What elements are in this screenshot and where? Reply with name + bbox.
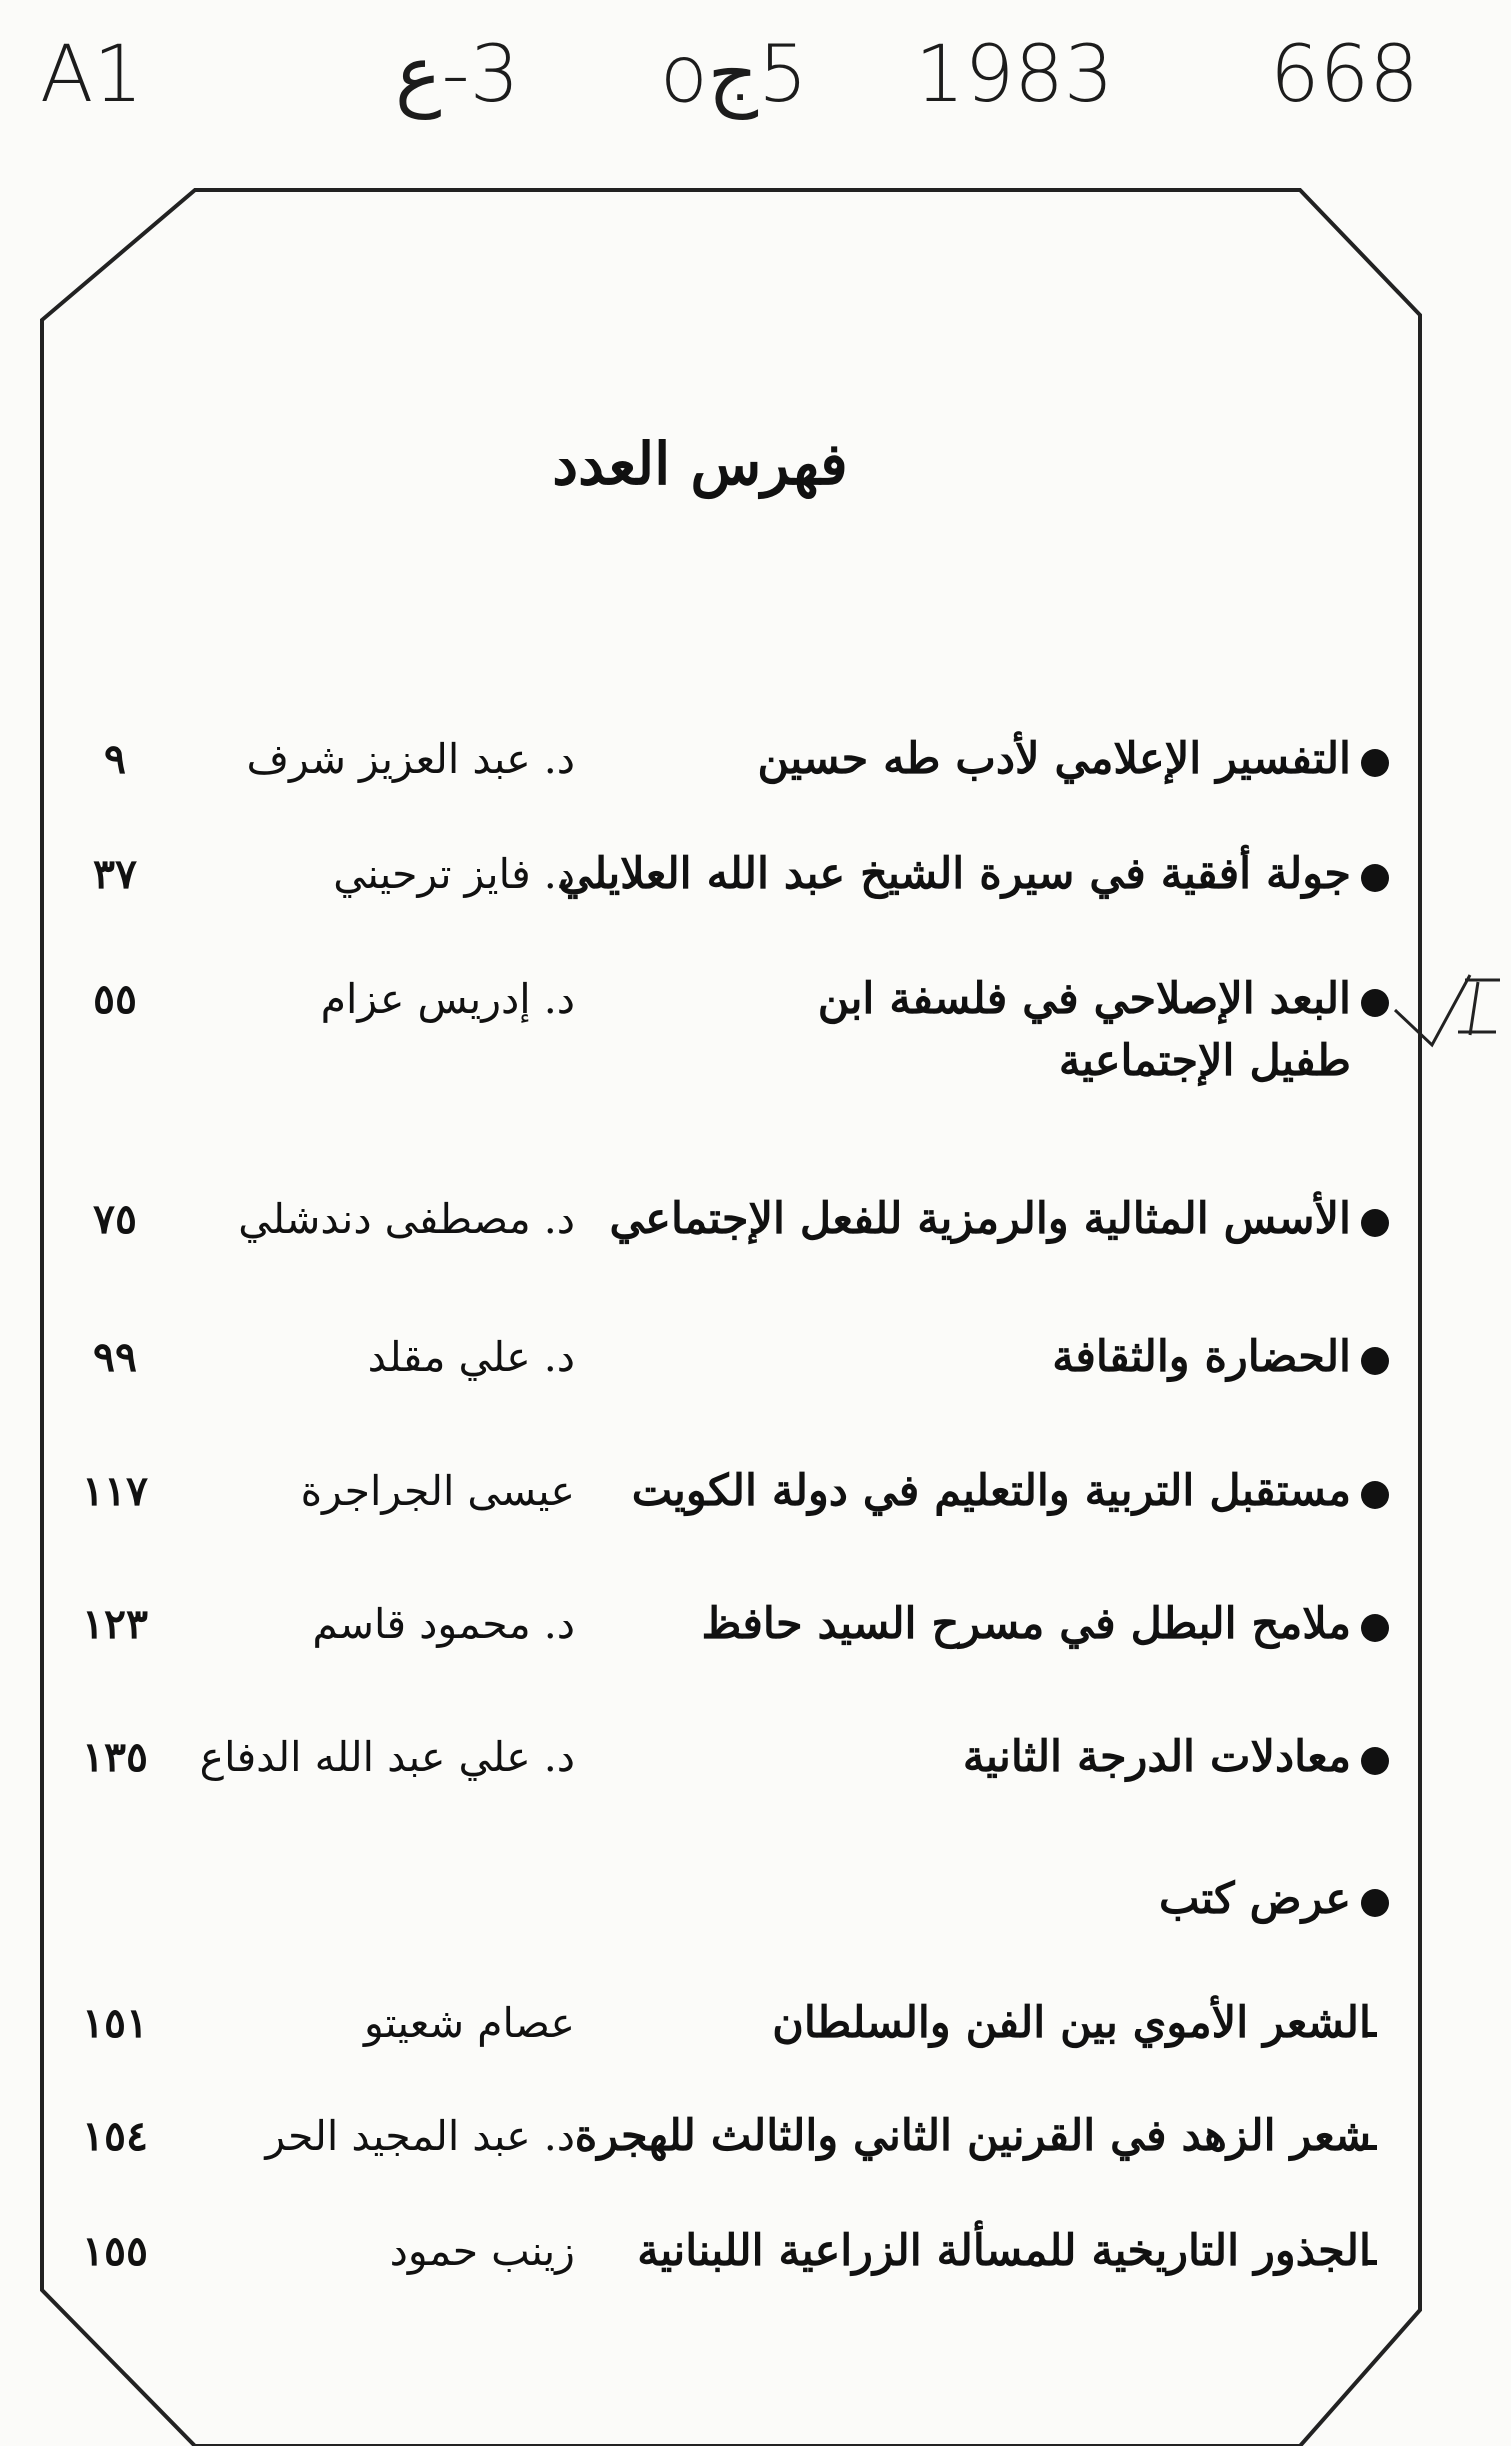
entry-author: د. عبد العزيز شرف <box>246 735 575 783</box>
handwritten-label-a1: A1 <box>40 30 143 120</box>
handwritten-issue-ref: 3-ع <box>395 30 520 120</box>
bullet-icon <box>1361 864 1389 892</box>
toc-entry <box>0 728 1511 798</box>
bullet-icon <box>1361 1481 1389 1509</box>
book-reviews-heading <box>0 1868 1511 1938</box>
handwritten-volume-ref: 5جo <box>660 30 808 120</box>
entry-page: ٣٧ <box>92 850 138 898</box>
review-title: الشعر الأموي بين الفن والسلطان <box>772 1998 1371 2048</box>
entry-title: جولة أفقية في سيرة الشيخ عبد الله العلايلي <box>558 849 1351 899</box>
entry-page: ١٣٥ <box>81 1733 149 1781</box>
entry-page: ١١٧ <box>81 1467 149 1515</box>
toc-entry <box>0 1326 1511 1396</box>
handwritten-number: 668 <box>1270 30 1419 120</box>
entry-title: الحضارة والثقافة <box>1052 1332 1351 1382</box>
bullet-icon <box>1361 1614 1389 1642</box>
review-item <box>0 2105 1511 2175</box>
entry-page: ١٢٣ <box>81 1600 149 1648</box>
entry-author: د. علي مقلد <box>367 1333 575 1381</box>
bullet-icon <box>1361 1889 1389 1917</box>
entry-author: عيسى الجراجرة <box>300 1467 575 1515</box>
bullet-icon <box>1361 1347 1389 1375</box>
toc-entry <box>0 1460 1511 1530</box>
toc-entry <box>0 968 1511 1108</box>
bullet-icon <box>1361 1209 1389 1237</box>
toc-entry <box>0 1726 1511 1796</box>
toc-entry <box>0 1188 1511 1258</box>
toc-entry <box>0 1593 1511 1663</box>
review-item <box>0 1992 1511 2062</box>
entry-title: التفسير الإعلامي لأدب طه حسين <box>757 734 1351 784</box>
review-author: زينب حمود <box>389 2227 575 2275</box>
bullet-icon <box>1361 1747 1389 1775</box>
section-heading: عرض كتب <box>1158 1874 1351 1924</box>
page-title: فهرس العدد <box>552 430 848 498</box>
bullet-icon <box>1361 989 1389 1017</box>
bullet-icon <box>1361 749 1389 777</box>
entry-author: د. محمود قاسم <box>312 1600 575 1648</box>
entry-page: ٩٩ <box>92 1333 138 1381</box>
review-page: ١٥٥ <box>81 2227 149 2275</box>
review-title: الجذور التاريخية للمسألة الزراعية اللبنانية <box>637 2226 1371 2276</box>
review-author: د. عبد المجيد الحر <box>265 2112 575 2160</box>
entry-author: د. علي عبد الله الدفاع <box>199 1733 575 1781</box>
review-page: ١٥٤ <box>81 2112 149 2160</box>
entry-page: ٩ <box>103 735 127 783</box>
review-page: ١٥١ <box>81 1999 149 2047</box>
entry-author: د. إدريس عزام <box>320 975 575 1023</box>
toc-entry <box>0 843 1511 913</box>
review-author: عصام شعيتو <box>364 1999 575 2047</box>
entry-author: د. فايز ترحيني <box>333 850 575 898</box>
review-title: شعر الزهد في القرنين الثاني والثالث للهجرة <box>574 2111 1371 2161</box>
entry-author: د. مصطفى دندشلي <box>238 1195 575 1243</box>
entry-title: ملامح البطل في مسرح السيد حافظ <box>701 1599 1351 1649</box>
entry-title: معادلات الدرجة الثانية <box>962 1732 1351 1782</box>
entry-title: البعد الإصلاحي في فلسفة ابن طفيل الإجتماعية <box>817 974 1351 1086</box>
entry-page: ٧٥ <box>92 1195 138 1243</box>
handwritten-year: 1983 <box>915 30 1114 120</box>
review-item <box>0 2220 1511 2290</box>
entry-title: الأسس المثالية والرمزية للفعل الإجتماعي <box>609 1194 1351 1244</box>
entry-page: ٥٥ <box>92 975 138 1023</box>
entry-title: مستقبل التربية والتعليم في دولة الكويت <box>631 1466 1351 1516</box>
